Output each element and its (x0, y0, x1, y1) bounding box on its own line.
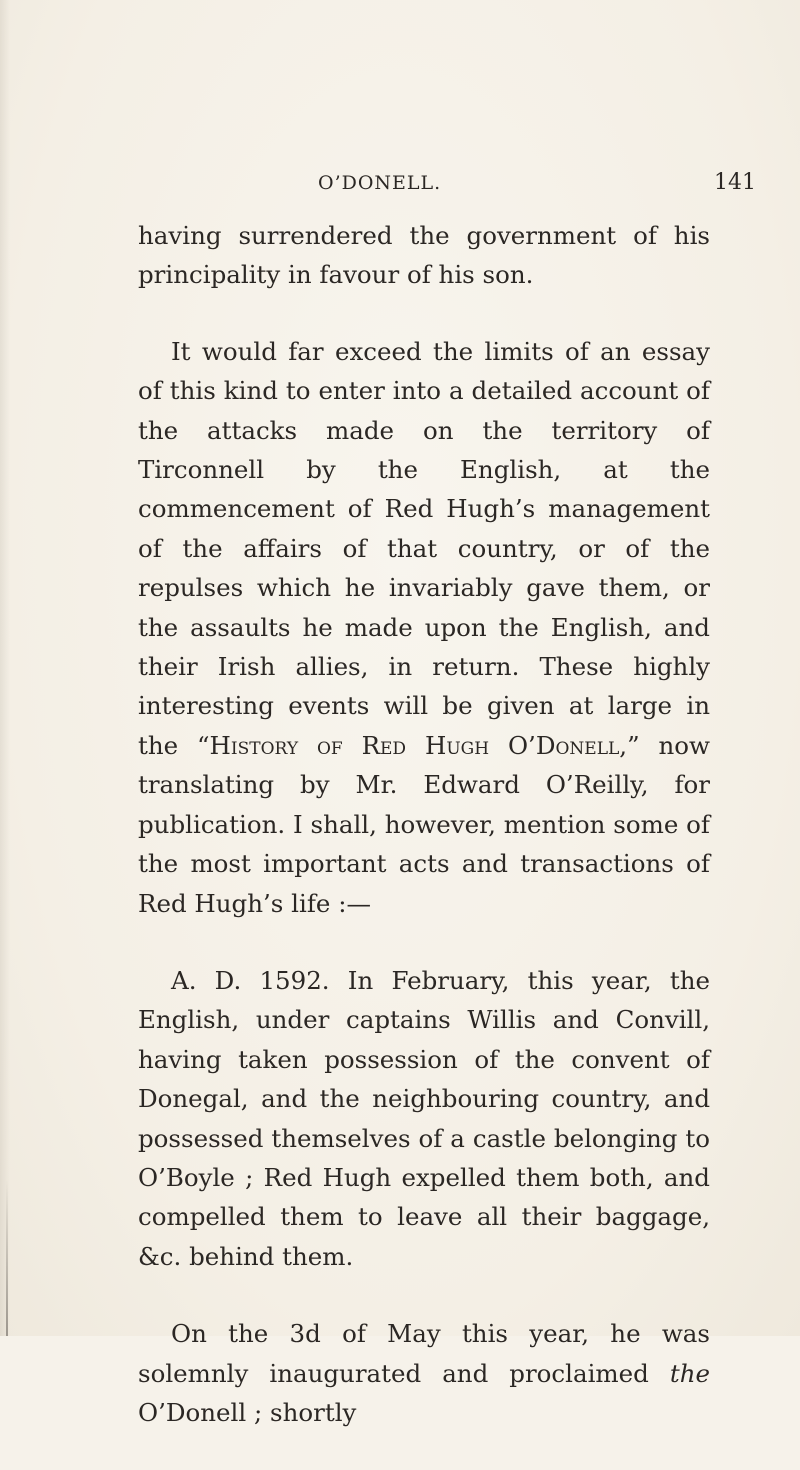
body-text (138, 216, 710, 1470)
paragraph-3-text: A. D. 1592. In February, this year, the English, under captains Willis and Convill, having taken possession of the convent of Donegal, and the neighbouring country, and possessed themselves of a castle belonging to O’Boyle ; Red Hugh expelled them both, and compelled them to leave all their baggage, &c. behind them. (138, 965, 710, 1271)
paragraph-4 (138, 1314, 710, 1432)
paragraph-1-text: having surrendered the government of his principality in favour of his son. (138, 221, 710, 290)
page-edge-mark (6, 1180, 8, 1336)
paragraph-4-text-a: On the 3d of May this year, he was solemnly inaugurated and proclaimed (138, 1319, 710, 1388)
paragraph-2 (138, 332, 710, 923)
paragraph-2-text-b: ” now translating by Mr. Edward O’Reilly, for publication. I shall, however, mention some of the most important acts and transactions of Red Hugh’s life :— (138, 730, 710, 918)
paragraph-1 (138, 216, 710, 295)
paragraph-3 (138, 961, 710, 1276)
book-title-reference: History of Red Hugh O’Donell, (209, 730, 628, 760)
running-title: O’DONELL. (318, 172, 442, 194)
running-head (0, 170, 800, 200)
page-number: 141 (714, 170, 756, 195)
paragraph-2-text-a: It would far exceed the limits of an essay of this kind to enter into a detailed account of the attacks made on the territory of Tirconnell by the English, at the commencement of Red Hugh’s management of the affairs of that country, or of the repulses which he invariably gave them, or the assaults he made upon the English, and their Irish allies, in return. These highly interesting events will be given at large in the “ (138, 336, 710, 760)
italic-article: the (669, 1358, 710, 1388)
binding-shadow (0, 0, 10, 1336)
paragraph-4-text-b: O’Donell ; shortly (138, 1397, 357, 1427)
